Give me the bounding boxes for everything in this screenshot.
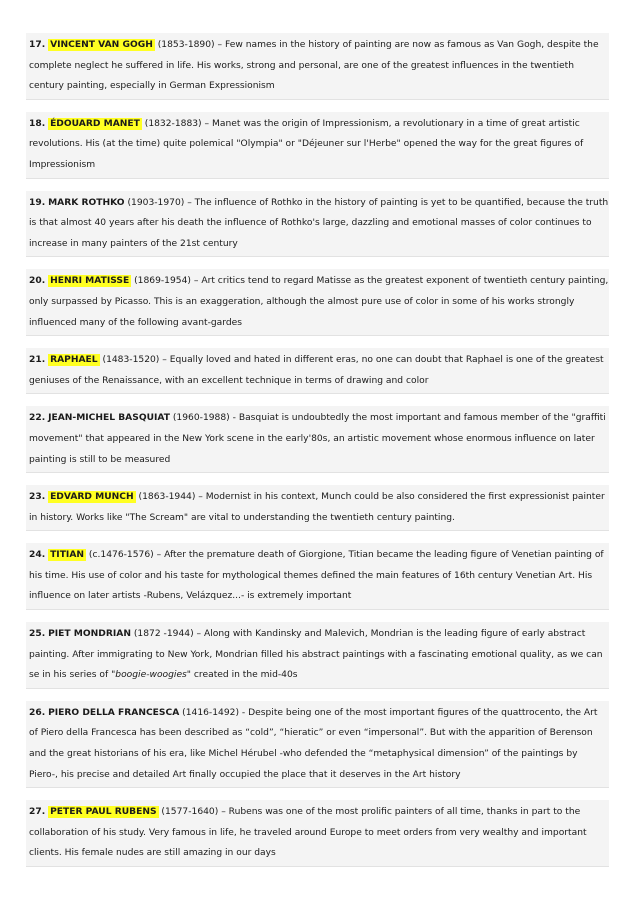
entry-description: (1853-1890) – Few names in the history of painting are now as famous as Van Gogh, despite the complete neglect he suffered in life. His works, strong and personal, are one of the greatest influences in the twentieth century painting, especially in German Expressionism: [29, 40, 599, 92]
entry-description: (c.1476-1576) – After the premature death of Giorgione, Titian became the leading figure of Venetian painting of his time. His use of color and his taste for mythological themes defined the main features of 16th century Venetian Art. His influence on later artists -Rubens, Velázquez...- is extremely important: [29, 550, 604, 602]
artist-entry: [26, 191, 609, 258]
entry-separator: [26, 610, 609, 622]
artist-name: TITIAN: [50, 550, 85, 561]
entry-italic-text: "boogie-woogies": [111, 670, 192, 681]
artist-entry: [26, 543, 609, 610]
entry-separator: [26, 257, 609, 269]
artist-entry: [26, 406, 609, 473]
artist-name: PIERO DELLA FRANCESCA: [48, 707, 180, 718]
entry-separator: [26, 788, 609, 800]
entry-description: (1872 -1944) – Along with Kandinsky and Malevich, Mondrian is the leading figure of early abstract painting. After immigrating to New York, Mondrian filled his abstract paintings with a fascinating emotional quality, as we can se in his series of: [29, 629, 603, 681]
entry-number: 20.: [29, 276, 46, 287]
artist-entry: [26, 622, 609, 689]
artist-name: ÉDOUARD MANET: [50, 118, 140, 129]
entry-number: 23.: [29, 492, 46, 503]
artist-entry: [26, 33, 609, 100]
artist-name: RAPHAEL: [50, 355, 98, 366]
entry-description: (1863-1944) – Modernist in his context, Munch could be also considered the first expressionist painter in history. Works like "The Scream" are vital to understanding the twentieth century painting.: [29, 492, 605, 523]
entry-number: 26.: [29, 707, 46, 718]
entry-description: (1416-1492) - Despite being one of the most important figures of the quattrocento, the Art of Piero della Francesca has been described as “cold”, “hieratic” or even “impersonal”. But with the apparition of Berenson and the great historians of his era, like Michel Hérubel -who defended the “metaphysical dimension” of the paintings by Piero-, his precise and detailed Art finally occupied the place that it deserves in the Art history: [29, 707, 598, 780]
entry-paragraph: [29, 348, 609, 393]
entry-paragraph: [29, 543, 609, 609]
entry-separator: [26, 473, 609, 485]
entry-number: 18.: [29, 118, 46, 129]
artist-entry: [26, 485, 609, 531]
entry-number: 24.: [29, 550, 46, 561]
entry-description-tail: created in the mid-40s: [191, 670, 298, 681]
artist-name: VINCENT VAN GOGH: [50, 40, 153, 50]
entry-description: (1960-1988) - Basquiat is undoubtedly the most important and famous member of the "graffiti movement" that appeared in the New York scene in the early'80s, an artistic movement whose enormous influence on later painting is still to be measured: [29, 413, 606, 465]
artist-entry: [26, 348, 609, 394]
artist-entry: [26, 701, 609, 788]
entry-number: 22.: [29, 413, 46, 424]
entry-paragraph: [29, 485, 609, 530]
artist-name: PIET MONDRIAN: [48, 629, 131, 640]
entry-paragraph: [29, 269, 609, 335]
entry-number: 21.: [29, 355, 46, 366]
entry-description: (1483-1520) – Equally loved and hated in different eras, no one can doubt that Raphael is one of the greatest geniuses of the Renaissance, with an excellent technique in terms of drawing and color: [29, 355, 604, 386]
artist-name: HENRI MATISSE: [50, 276, 130, 287]
entry-separator: [26, 531, 609, 543]
entry-paragraph: [29, 112, 609, 178]
entry-paragraph: [29, 701, 609, 787]
artist-entry: [26, 269, 609, 336]
entry-paragraph: [29, 33, 609, 99]
entry-description: (1577-1640) – Rubens was one of the most prolific painters of all time, thanks in part to the collaboration of his study. Very famous in life, he traveled around Europe to meet orders from very wealthy and important clients. His female nudes are still amazing in our days: [29, 807, 587, 859]
entry-separator: [26, 689, 609, 701]
artist-list: [26, 33, 609, 879]
artist-name: MARK ROTHKO: [48, 197, 125, 208]
entry-paragraph: [29, 191, 609, 257]
entry-paragraph: [29, 800, 609, 866]
entry-separator: [26, 867, 609, 879]
entry-description: (1832-1883) – Manet was the origin of Impressionism, a revolutionary in a time of great artistic revolutions. His (at the time) quite polemical "Olympia" or "Déjeuner sur l'Herbe" opened the way for the great figures of Impressionism: [29, 118, 584, 170]
artist-entry: [26, 800, 609, 867]
artist-name: PETER PAUL RUBENS: [50, 807, 157, 818]
artist-name: EDVARD MUNCH: [50, 492, 134, 503]
entry-number: 19.: [29, 197, 46, 208]
entry-separator: [26, 179, 609, 191]
entry-separator: [26, 394, 609, 406]
artist-entry: [26, 112, 609, 179]
entry-description: (1869-1954) – Art critics tend to regard Matisse as the greatest exponent of twentieth century painting, only surpassed by Picasso. This is an exaggeration, although the almost pure use of color in some of his works strongly influenced many of the following avant-gardes: [29, 276, 609, 328]
entry-number: 25.: [29, 629, 46, 640]
artist-name: JEAN-MICHEL BASQUIAT: [48, 413, 170, 424]
entry-number: 17.: [29, 40, 46, 50]
entry-number: 27.: [29, 807, 46, 818]
entry-separator: [26, 100, 609, 112]
entry-separator: [26, 336, 609, 348]
entry-description: (1903-1970) – The influence of Rothko in the history of painting is yet to be quantified, because the truth is that almost 40 years after his death the influence of Rothko's large, dazzling and emotional masses of color continues to increase in many painters of the 21st century: [29, 197, 609, 249]
entry-paragraph: [29, 406, 609, 472]
entry-paragraph: [29, 622, 609, 688]
